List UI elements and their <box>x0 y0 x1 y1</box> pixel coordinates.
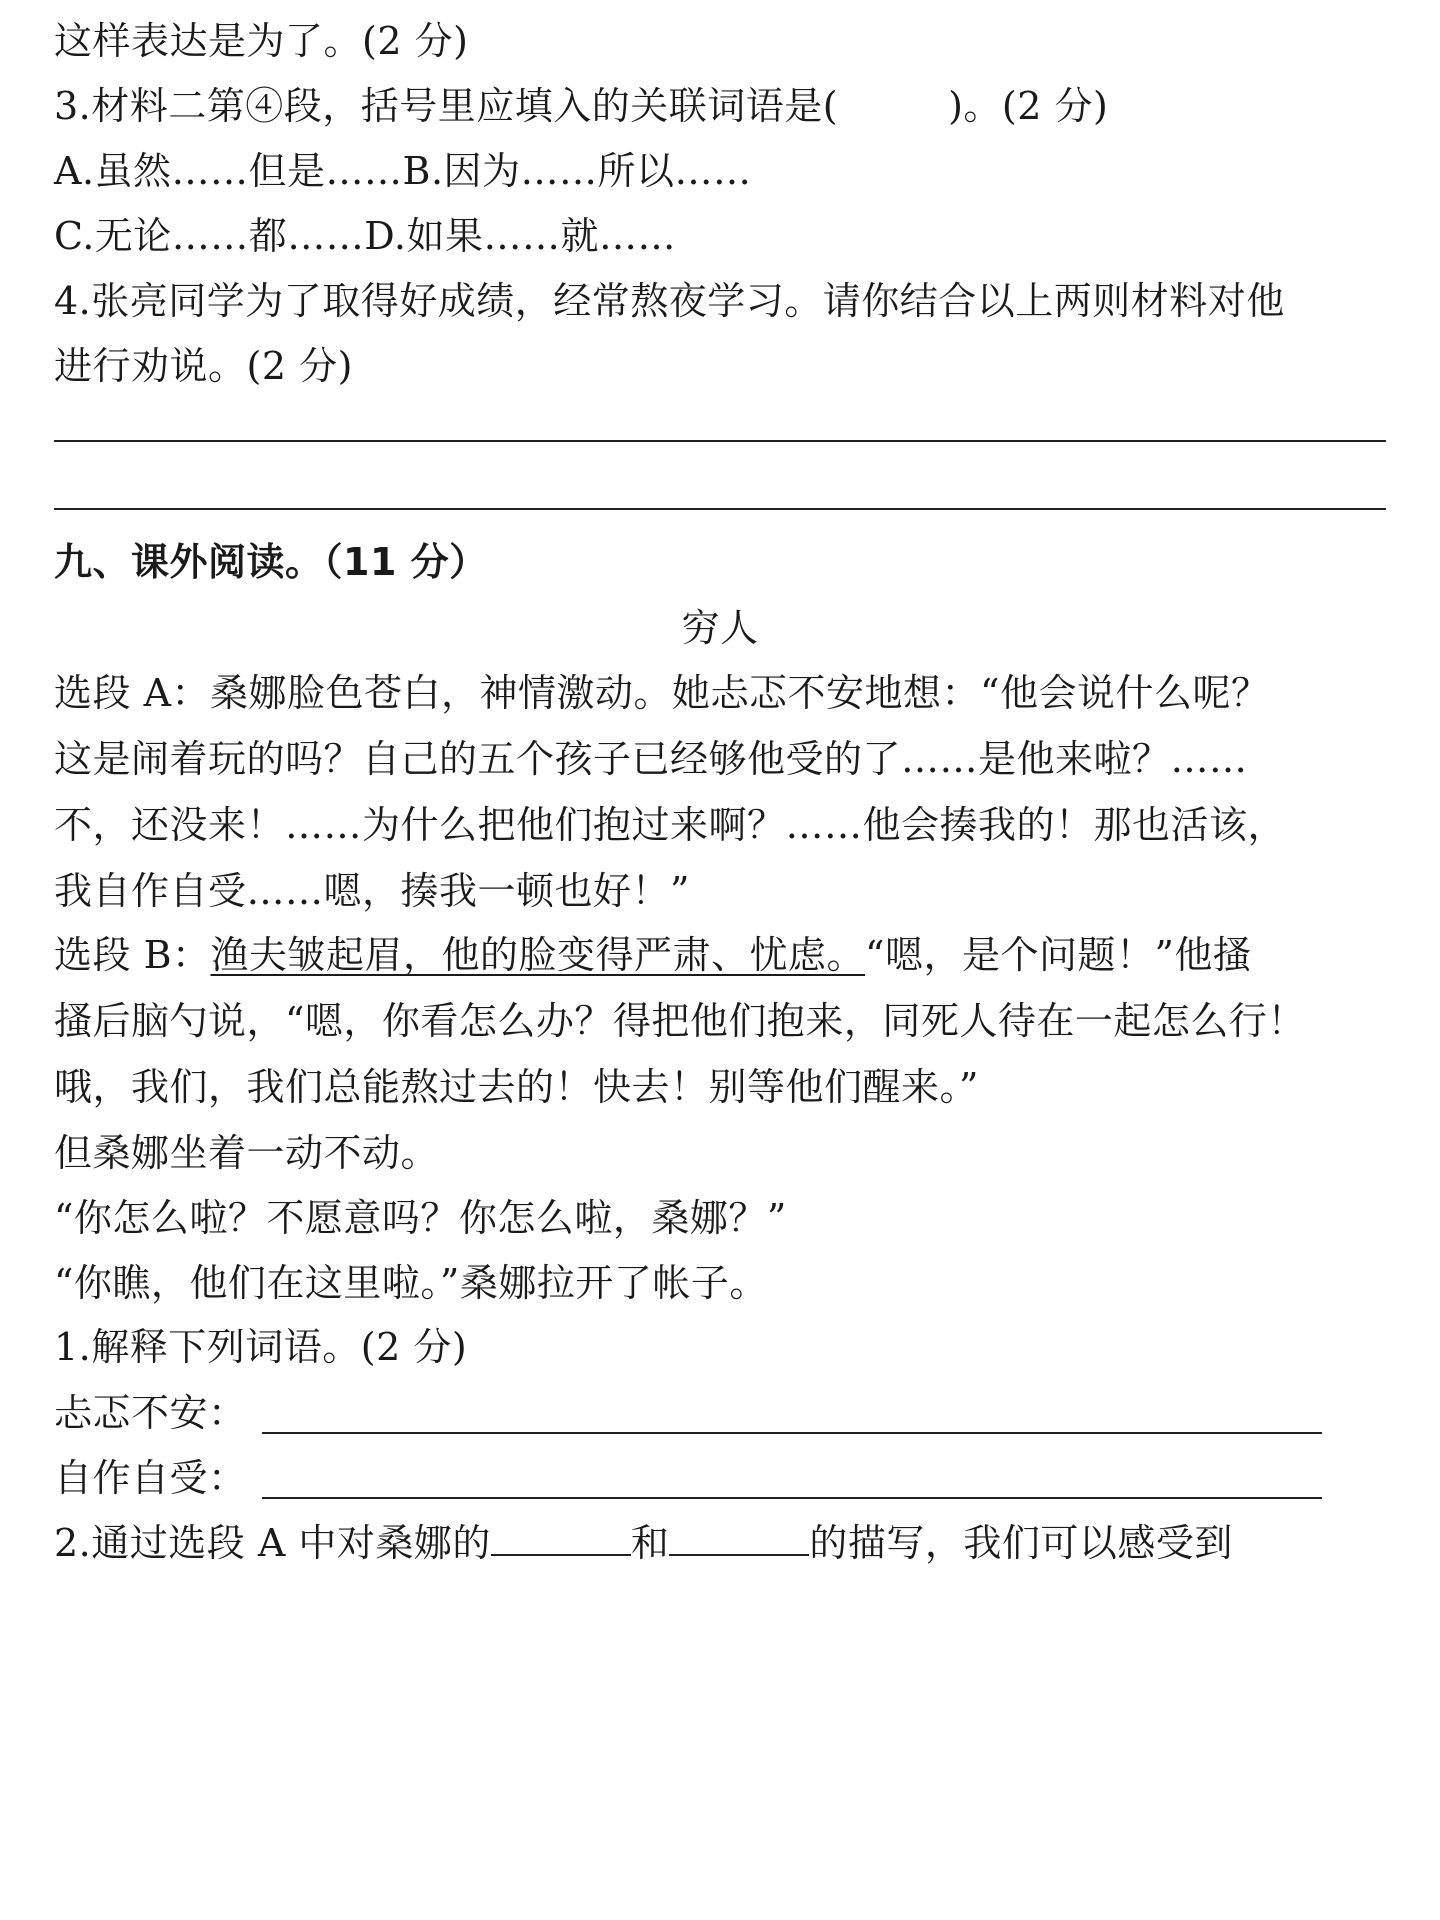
passage-a-line-2: 这是闹着玩的吗？自己的五个孩子已经够他受的了……是他来啦？…… <box>54 737 1248 781</box>
passage-b-line-3: 哦，我们，我们总能熬过去的！快去！别等他们醒来。” <box>54 1065 979 1109</box>
question-9-2-tail: 的描写，我们可以感受到 <box>809 1521 1233 1565</box>
passage-b-quote: “嗯，是个问题！”他搔 <box>865 933 1252 977</box>
question-9-2 <box>54 1518 1233 1568</box>
passage-b-line-5: “你怎么啦？不愿意吗？你怎么啦，桑娜？” <box>54 1196 787 1240</box>
section-9-heading: 九、课外阅读。（11 分） <box>54 540 488 584</box>
question-3-score: )。(2 分) <box>948 84 1109 128</box>
question-9-2-and: 和 <box>630 1521 670 1565</box>
question-3-options-cd: C.无论……都……D.如果……就…… <box>54 214 676 258</box>
term-1-answer-line[interactable] <box>262 1432 1322 1434</box>
question-4: 4.张亮同学为了取得好成绩，经常熬夜学习。请你结合以上两则材料对他 <box>54 279 1285 323</box>
passage-a-line-1: 选段 A：桑娜脸色苍白，神情激动。她忐忑不安地想：“他会说什么呢？ <box>54 671 1270 715</box>
question-9-2-blank-1[interactable] <box>491 1520 631 1556</box>
question-4-continued: 进行劝说。(2 分) <box>54 344 353 388</box>
question-9-2-blank-2[interactable] <box>669 1520 809 1556</box>
passage-a-line-4: 我自作自受……嗯，揍我一顿也好！” <box>54 869 690 913</box>
passage-b-line-4: 但桑娜坐着一动不动。 <box>54 1131 440 1175</box>
answer-line-2[interactable] <box>54 508 1386 510</box>
question-9-2-text: 2.通过选段 A 中对桑娜的 <box>54 1521 491 1565</box>
passage-b-label: 选段 B： <box>54 933 211 977</box>
term-1-label: 忐忑不安： <box>54 1391 247 1435</box>
question-3 <box>54 81 1108 131</box>
question-3-options-ab: A.虽然……但是……B.因为……所以…… <box>54 149 752 193</box>
passage-b-underlined-sentence: 渔夫皱起眉，他的脸变得严肃、忧虑。 <box>210 933 866 977</box>
question-2-tail: 这样表达是为了。(2 分) <box>54 19 469 63</box>
passage-b-line-1 <box>54 930 1251 980</box>
question-9-1: 1.解释下列词语。(2 分) <box>54 1325 468 1369</box>
passage-title: 穷人 <box>681 606 759 650</box>
term-2-label: 自作自受： <box>54 1456 247 1500</box>
passage-b-line-6: “你瞧，他们在这里啦。”桑娜拉开了帐子。 <box>54 1261 768 1305</box>
question-3-text: 3.材料二第④段，括号里应填入的关联词语是( <box>54 84 839 128</box>
passage-a-line-3: 不，还没来！……为什么把他们抱过来啊？……他会揍我的！那也活该， <box>54 803 1287 847</box>
answer-line-1[interactable] <box>54 440 1386 442</box>
term-2-answer-line[interactable] <box>262 1497 1322 1499</box>
passage-b-line-2: 搔后脑勺说，“嗯，你看怎么办？得把他们抱来，同死人待在一起怎么行！ <box>54 999 1306 1043</box>
